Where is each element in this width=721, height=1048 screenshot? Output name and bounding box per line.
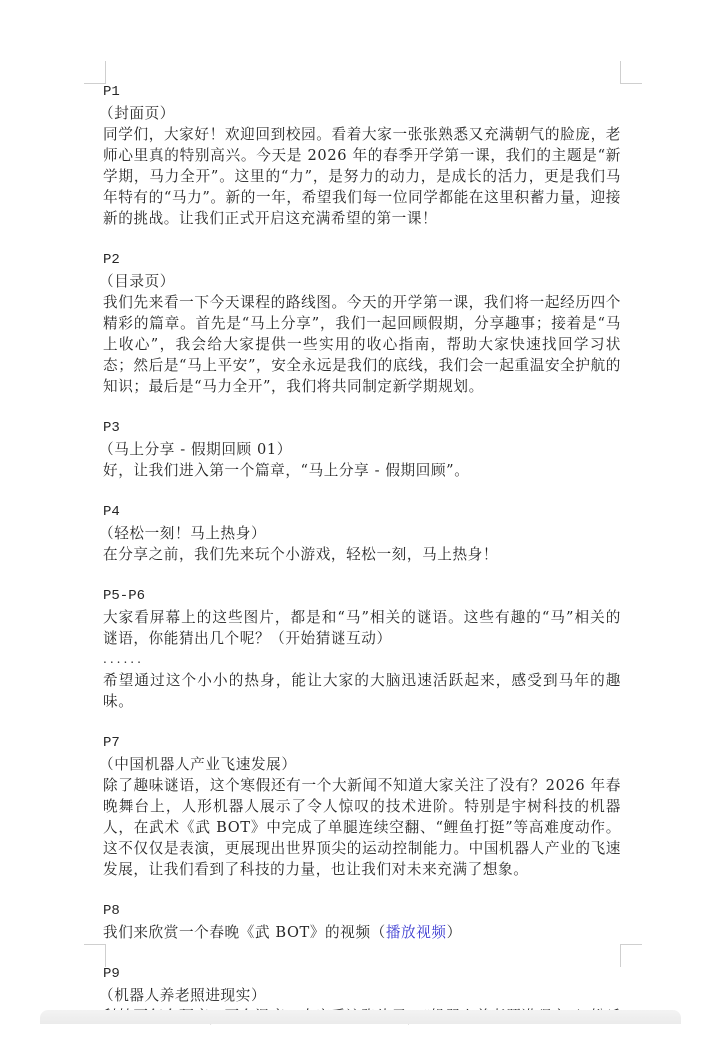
section-id: P9 bbox=[103, 966, 120, 982]
section-subtitle: （中国机器人产业飞速发展） bbox=[99, 756, 297, 773]
section-id: P1 bbox=[103, 84, 120, 100]
section-paragraph: 希望通过这个小小的热身，能让大家的大脑迅速活跃起来，感受到马年的趣味。 bbox=[103, 672, 621, 710]
section-p1 bbox=[99, 82, 621, 229]
section-id: P7 bbox=[103, 735, 120, 751]
section-subtitle: （目录页） bbox=[99, 273, 175, 290]
document-body bbox=[99, 82, 621, 1048]
section-id: P5-P6 bbox=[103, 588, 146, 604]
section-p5-p6 bbox=[103, 586, 621, 712]
section-id: P8 bbox=[103, 903, 120, 919]
section-subtitle: （机器人养老照进现实） bbox=[99, 987, 267, 1004]
section-p2 bbox=[99, 250, 621, 397]
section-subtitle: （马上分享 - 假期回顾 01） bbox=[99, 441, 292, 458]
play-video-link[interactable]: 播放视频 bbox=[385, 924, 447, 941]
margin-corner-mark-top-left bbox=[84, 61, 106, 84]
section-paragraph: 除了趣味谜语，这个寒假还有一个大新闻不知道大家关注了没有？2026 年春晚舞台上，人形机器人展示了令人惊叹的技术进阶。特别是宇树科技的机器人，在武术《武 BOT》中完成了单腿连续空翻、“鲤鱼打挺”等高难度动作。这不仅仅是表演，更展现出世界顶尖的运动控制能力。中国机器人产业的飞速发展，让我们看到了科技的力量，也让我们对未来充满了想象。 bbox=[103, 777, 621, 878]
paragraph-text-suffix: ） bbox=[446, 924, 462, 941]
section-id: P3 bbox=[103, 420, 120, 436]
section-paragraph: 好，让我们进入第一个篇章，“马上分享 - 假期回顾”。 bbox=[103, 462, 470, 479]
margin-corner-mark-bottom-right bbox=[620, 944, 642, 967]
ellipsis-line: ...... bbox=[103, 652, 144, 666]
section-p3 bbox=[99, 418, 621, 481]
section-id: P4 bbox=[103, 504, 120, 520]
section-paragraph: 在分享之前，我们先来玩个小游戏，轻松一刻，马上热身！ bbox=[103, 546, 499, 563]
section-p4 bbox=[99, 502, 621, 565]
section-p8 bbox=[103, 901, 621, 943]
paragraph-text: 我们来欣赏一个春晚《武 BOT》的视频（ bbox=[103, 924, 386, 941]
section-paragraph bbox=[103, 922, 621, 943]
next-page-edge bbox=[40, 1010, 681, 1024]
section-paragraph: 同学们，大家好！欢迎回到校园。看着大家一张张熟悉又充满朝气的脸庞，老师心里真的特别高兴。今天是 2026 年的春季开学第一课，我们的主题是“新学期，马力全开”。这里的“力”，是努力的动力，是成长的活力，更是我们马年特有的“马力”。新的一年，希望我们每一位同学都能在这里积蓄力量，迎接新的挑战。让我们正式开启这充满希望的第一课！ bbox=[103, 126, 621, 227]
section-subtitle: （封面页） bbox=[99, 105, 175, 122]
margin-corner-mark-top-right bbox=[620, 61, 642, 84]
section-p7 bbox=[99, 733, 621, 880]
section-paragraph: 大家看屏幕上的这些图片，都是和“马”相关的谜语。这些有趣的“马”相关的谜语，你能猜出几个呢？（开始猜谜互动） bbox=[103, 609, 621, 647]
section-paragraph: 我们先来看一下今天课程的路线图。今天的开学第一课，我们将一起经历四个精彩的篇章。首先是“马上分享”，我们一起回顾假期，分享趣事；接着是“马上收心”，我会给大家提供一些实用的收心指南，帮助大家快速找回学习状态；然后是“马上平安”，安全永远是我们的底线，我们会一起重温安全护航的知识；最后是“马力全开”，我们将共同制定新学期规划。 bbox=[103, 294, 621, 395]
section-id: P2 bbox=[103, 252, 120, 268]
section-subtitle: （轻松一刻！马上热身） bbox=[99, 525, 267, 542]
